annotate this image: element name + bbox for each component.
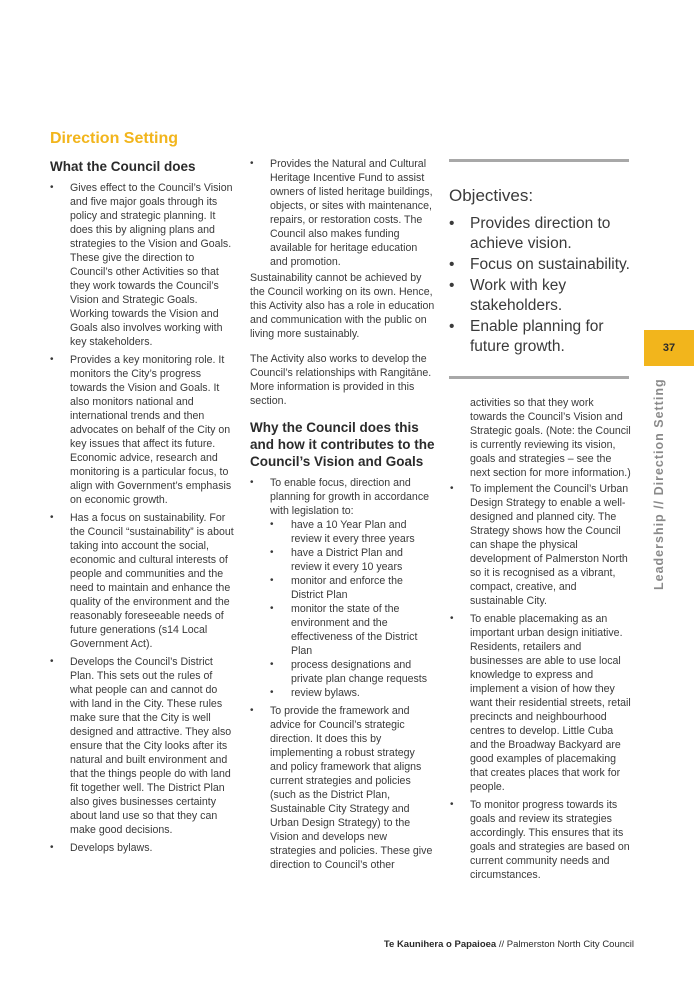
sustainability-paragraph: Sustainability cannot be achieved by the Council working on its own. Hence, this Activity also has a role in education and communication with the public on living more sustainably. — [250, 272, 435, 340]
list-item: • To provide the framework and advice for Council’s strategic direction. It does this by implementing a robust strategy and policy framework that aligns current strategies and policies (such as the District Plan, Sustainable City Strategy and Urban Design Strategy) to the Vision and develops new strategies and policies. These give direction to Council’s other — [250, 704, 435, 872]
list-item: • To implement the Council’s Urban Design Strategy to enable a well-designed and planned city. The Strategy shows how the Council can shape the physical development of Palmerston North so it is recognised as a vibrant, compact, creative, and sustainable City. — [450, 482, 632, 608]
objectives-bottom-rule — [449, 376, 629, 379]
list-item — [250, 476, 435, 700]
objectives-list — [449, 214, 634, 358]
sub-list-item: • monitor the state of the environment and the effectiveness of the District Plan — [270, 602, 435, 658]
sub-list-item: • review bylaws. — [270, 686, 435, 700]
list-item: • Gives effect to the Council’s Vision and five major goals through its policy and strategic planning. It does this by aligning plans and strategies to the Vision and Goals. These give the direction to Council’s other Activities so that they work towards the Council’s Vision and Strategic Goals. Working towards the Vision and Goals also involves working with key stakeholders. — [50, 181, 235, 349]
col3-list — [450, 482, 632, 882]
objective-item: • Focus on sustainability. — [449, 255, 634, 275]
rangitane-paragraph: The Activity also works to develop the Council’s relationships with Rangitāne. More information is provided in this section. — [250, 353, 432, 407]
footer-council-name: // Palmerston North City Council — [496, 939, 634, 950]
continuation-paragraph: activities so that they work towards the Council’s Vision and Strategic goals. (Note: the Council is currently reviewing its vision, goals and strategies – see the next section for more information.) — [470, 397, 631, 479]
column-1 — [50, 158, 235, 859]
objectives-top-rule — [449, 159, 629, 162]
objectives-title: Objectives: — [449, 186, 534, 205]
page-number-tab: 37 — [644, 330, 694, 366]
list-item: • Develops the Council’s District Plan. This sets out the rules of what people can and cannot do with land in the City. These rules make sure that the City is well designed and attractive. They also ensure that the City looks after its natural and built environment and that the things people do with land fit together well. The District Plan also gives businesses certainty about land use so that they can make good decisions. — [50, 655, 235, 837]
what-council-does-heading: What the Council does — [50, 159, 196, 174]
col1-list — [50, 181, 235, 855]
objective-item: • Enable planning for future growth. — [449, 317, 634, 357]
list-item-intro: To enable focus, direction and planning for growth in accordance with legislation to: — [270, 477, 430, 517]
why-council-heading: Why the Council does this and how it contributes to the Council’s Vision and Goals — [250, 420, 435, 469]
sub-list-item: • have a 10 Year Plan and review it every three years — [270, 518, 435, 546]
list-item: • Develops bylaws. — [50, 841, 235, 855]
sub-list-item: • have a District Plan and review it every 10 years — [270, 546, 435, 574]
sub-list-item: • process designations and private plan change requests — [270, 658, 435, 686]
sub-list-item: • monitor and enforce the District Plan — [270, 574, 435, 602]
list-item: • Provides a key monitoring role. It monitors the City’s progress towards the Vision and Goals. It also monitors national and international trends and then advocates on behalf of the City on key issues that affect its future. Economic advice, research and monitoring is a particular focus, to align with Government’s emphasis on economic growth. — [50, 353, 235, 507]
col2-top-list — [250, 157, 435, 269]
list-item: • To monitor progress towards its goals and review its strategies accordingly. This ensures that its goals and strategies are based on current community needs and circumstances. — [450, 798, 632, 882]
footer — [384, 939, 634, 950]
sub-list — [270, 518, 435, 700]
objective-item: • Work with key stakeholders. — [449, 276, 634, 316]
list-item: • To enable placemaking as an important urban design initiative. Residents, retailers and businesses are able to use local knowledge to express and implement a vision of how they want their residential streets, retail precincts and neighbourhood centres to develop. Little Cuba and the Broadway Backyard are good examples of placemaking that creates places that work for people. — [450, 612, 632, 794]
footer-council-maori-name: Te Kaunihera o Papaioea — [383, 939, 497, 950]
section-title: Direction Setting — [50, 130, 179, 147]
list-item: • Has a focus on sustainability. For the Council “sustainability” is about taking into account the social, economic and cultural interests of people and communities and the need to maintain and enhance the quality of the environment and the reasonably foreseeable needs of future generations (s14 Local Government Act). — [50, 511, 235, 651]
objective-item: • Provides direction to achieve vision. — [449, 214, 634, 254]
col2-list — [250, 476, 435, 872]
side-section-label: Leadership // Direction Setting — [652, 378, 666, 590]
column-3 — [450, 396, 632, 886]
column-2 — [250, 157, 435, 876]
list-item: • Provides the Natural and Cultural Heritage Incentive Fund to assist owners of listed heritage buildings, objects, or sites with maintenance, repairs, or restoration costs. The Council also makes funding available for heritage education and promotion. — [250, 157, 435, 269]
